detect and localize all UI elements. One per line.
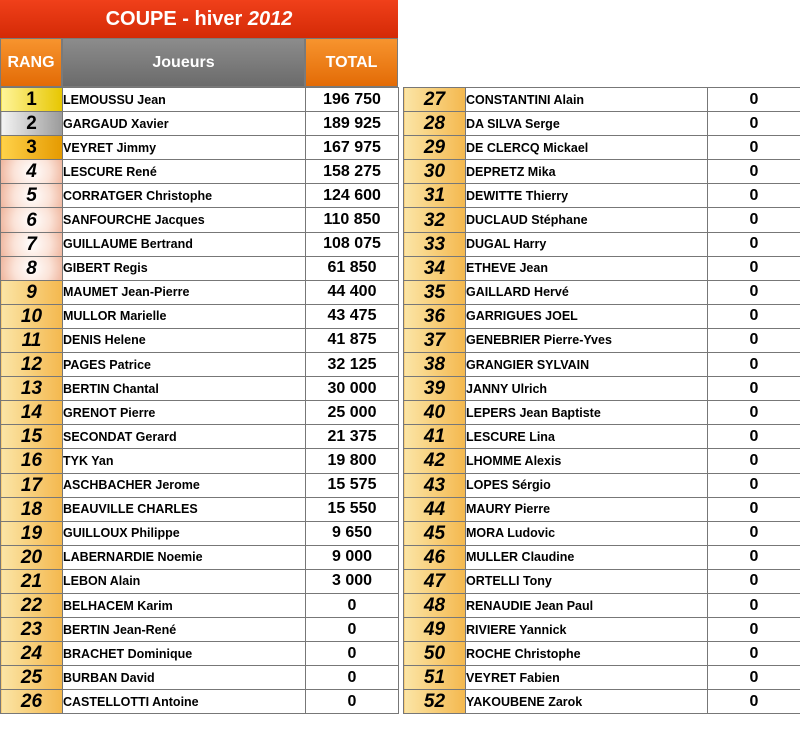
table-row: [404, 256, 800, 280]
player-name-cell: BERTIN Chantal: [63, 377, 306, 401]
rank-cell: 52: [404, 690, 466, 714]
total-cell: 0: [708, 545, 800, 569]
player-name-cell: PAGES Patrice: [63, 353, 306, 377]
player-name-cell: GENEBRIER Pierre-Yves: [466, 328, 708, 352]
rank-cell: 9: [1, 280, 63, 304]
player-name-cell: DE CLERCQ Mickael: [466, 136, 708, 160]
player-name-cell: MORA Ludovic: [466, 521, 708, 545]
table-row: [404, 208, 800, 232]
rank-cell: 28: [404, 112, 466, 136]
total-cell: 0: [708, 593, 800, 617]
total-cell: 0: [708, 328, 800, 352]
player-name-cell: GARGAUD Xavier: [63, 112, 306, 136]
total-cell: 189 925: [306, 112, 399, 136]
total-cell: 110 850: [306, 208, 399, 232]
table-row: [404, 136, 800, 160]
total-cell: 61 850: [306, 256, 399, 280]
total-cell: 0: [708, 449, 800, 473]
rank-cell: 35: [404, 280, 466, 304]
total-cell: 0: [708, 232, 800, 256]
player-name-cell: CASTELLOTTI Antoine: [63, 690, 306, 714]
player-name-cell: DUCLAUD Stéphane: [466, 208, 708, 232]
total-cell: 3 000: [306, 569, 399, 593]
player-name-cell: GAILLARD Hervé: [466, 280, 708, 304]
total-cell: 15 575: [306, 473, 399, 497]
total-cell: 0: [708, 136, 800, 160]
table-row: [404, 401, 800, 425]
rank-cell: 27: [404, 88, 466, 112]
table-row: [404, 618, 800, 642]
rank-cell: 51: [404, 666, 466, 690]
rank-cell: 36: [404, 304, 466, 328]
player-name-cell: GRANGIER SYLVAIN: [466, 353, 708, 377]
rank-cell: 32: [404, 208, 466, 232]
ranking-table-right: [403, 87, 800, 714]
table-row: [1, 328, 399, 352]
table-row: [1, 545, 399, 569]
rank-cell: 22: [1, 593, 63, 617]
player-name-cell: VEYRET Fabien: [466, 666, 708, 690]
player-name-cell: DA SILVA Serge: [466, 112, 708, 136]
total-cell: 0: [708, 88, 800, 112]
total-cell: 0: [708, 160, 800, 184]
rank-cell: 41: [404, 425, 466, 449]
total-cell: 0: [306, 642, 399, 666]
table-row: [404, 160, 800, 184]
total-cell: 0: [708, 304, 800, 328]
table-row: [1, 642, 399, 666]
player-name-cell: BERTIN Jean-René: [63, 618, 306, 642]
player-name-cell: YAKOUBENE Zarok: [466, 690, 708, 714]
table-row: [1, 593, 399, 617]
rank-cell: 25: [1, 666, 63, 690]
player-name-cell: MULLER Claudine: [466, 545, 708, 569]
table-row: [1, 112, 399, 136]
table-row: [1, 425, 399, 449]
player-name-cell: LABERNARDIE Noemie: [63, 545, 306, 569]
total-cell: 0: [708, 353, 800, 377]
total-cell: 0: [306, 666, 399, 690]
total-cell: 124 600: [306, 184, 399, 208]
total-cell: 0: [708, 642, 800, 666]
rank-cell: 10: [1, 304, 63, 328]
player-name-cell: LESCURE René: [63, 160, 306, 184]
player-name-cell: DUGAL Harry: [466, 232, 708, 256]
total-cell: 108 075: [306, 232, 399, 256]
total-cell: 167 975: [306, 136, 399, 160]
table-row: [404, 232, 800, 256]
player-name-cell: ETHEVE Jean: [466, 256, 708, 280]
total-cell: 25 000: [306, 401, 399, 425]
table-row: [404, 666, 800, 690]
player-name-cell: LESCURE Lina: [466, 425, 708, 449]
total-cell: 0: [708, 280, 800, 304]
player-name-cell: ROCHE Christophe: [466, 642, 708, 666]
total-cell: 0: [708, 256, 800, 280]
player-name-cell: RENAUDIE Jean Paul: [466, 593, 708, 617]
rank-cell: 21: [1, 569, 63, 593]
rank-cell: 1: [1, 88, 63, 112]
table-row: [404, 593, 800, 617]
player-name-cell: RIVIERE Yannick: [466, 618, 708, 642]
player-name-cell: BEAUVILLE CHARLES: [63, 497, 306, 521]
total-cell: 41 875: [306, 328, 399, 352]
table-row: [1, 160, 399, 184]
table-row: [404, 112, 800, 136]
table-row: [404, 328, 800, 352]
rank-cell: 8: [1, 256, 63, 280]
player-name-cell: BURBAN David: [63, 666, 306, 690]
rank-cell: 18: [1, 497, 63, 521]
table-row: [404, 184, 800, 208]
player-name-cell: MAUMET Jean-Pierre: [63, 280, 306, 304]
total-cell: 0: [708, 497, 800, 521]
table-row: [1, 569, 399, 593]
table-row: [1, 618, 399, 642]
player-name-cell: TYK Yan: [63, 449, 306, 473]
table-row: [1, 497, 399, 521]
total-cell: 44 400: [306, 280, 399, 304]
rank-cell: 34: [404, 256, 466, 280]
rank-cell: 49: [404, 618, 466, 642]
rank-cell: 39: [404, 377, 466, 401]
table-row: [1, 449, 399, 473]
rank-cell: 20: [1, 545, 63, 569]
player-name-cell: VEYRET Jimmy: [63, 136, 306, 160]
table-row: [1, 232, 399, 256]
table-row: [1, 136, 399, 160]
table-row: [1, 690, 399, 714]
player-name-cell: LOPES Sérgio: [466, 473, 708, 497]
rank-cell: 5: [1, 184, 63, 208]
table-row: [1, 256, 399, 280]
table-row: [404, 642, 800, 666]
total-cell: 0: [708, 521, 800, 545]
rank-cell: 2: [1, 112, 63, 136]
player-name-cell: SECONDAT Gerard: [63, 425, 306, 449]
player-name-cell: GIBERT Regis: [63, 256, 306, 280]
total-cell: 0: [708, 184, 800, 208]
table-row: [404, 545, 800, 569]
player-name-cell: BRACHET Dominique: [63, 642, 306, 666]
player-name-cell: LEBON Alain: [63, 569, 306, 593]
header-total: TOTAL: [305, 38, 398, 87]
table-row: [1, 280, 399, 304]
total-cell: 0: [708, 473, 800, 497]
rank-cell: 17: [1, 473, 63, 497]
total-cell: 0: [708, 401, 800, 425]
table-row: [1, 666, 399, 690]
total-cell: 158 275: [306, 160, 399, 184]
title-text: COUPE - hiver: [105, 7, 248, 30]
player-name-cell: JANNY Ulrich: [466, 377, 708, 401]
rank-cell: 43: [404, 473, 466, 497]
table-row: [1, 184, 399, 208]
player-name-cell: DEWITTE Thierry: [466, 184, 708, 208]
table-row: [404, 473, 800, 497]
total-cell: 0: [306, 690, 399, 714]
table-row: [1, 521, 399, 545]
rank-cell: 47: [404, 569, 466, 593]
total-cell: 9 000: [306, 545, 399, 569]
rank-cell: 50: [404, 642, 466, 666]
page-title: [0, 0, 398, 38]
total-cell: 0: [708, 112, 800, 136]
rank-cell: 7: [1, 232, 63, 256]
player-name-cell: SANFOURCHE Jacques: [63, 208, 306, 232]
total-cell: 30 000: [306, 377, 399, 401]
total-cell: 19 800: [306, 449, 399, 473]
total-cell: 0: [708, 377, 800, 401]
player-name-cell: DENIS Helene: [63, 328, 306, 352]
total-cell: 0: [306, 593, 399, 617]
total-cell: 43 475: [306, 304, 399, 328]
player-name-cell: BELHACEM Karim: [63, 593, 306, 617]
rank-cell: 12: [1, 353, 63, 377]
rank-cell: 13: [1, 377, 63, 401]
rank-cell: 48: [404, 593, 466, 617]
table-row: [1, 377, 399, 401]
rank-cell: 30: [404, 160, 466, 184]
rank-cell: 4: [1, 160, 63, 184]
player-name-cell: GUILLOUX Philippe: [63, 521, 306, 545]
rank-cell: 33: [404, 232, 466, 256]
rank-cell: 19: [1, 521, 63, 545]
player-name-cell: ASCHBACHER Jerome: [63, 473, 306, 497]
total-cell: 0: [708, 425, 800, 449]
player-name-cell: LEMOUSSU Jean: [63, 88, 306, 112]
table-row: [1, 401, 399, 425]
rank-cell: 46: [404, 545, 466, 569]
table-row: [404, 425, 800, 449]
table-row: [1, 304, 399, 328]
rank-cell: 37: [404, 328, 466, 352]
total-cell: 9 650: [306, 521, 399, 545]
title-year: 2012: [247, 7, 293, 30]
player-name-cell: MAURY Pierre: [466, 497, 708, 521]
player-name-cell: GRENOT Pierre: [63, 401, 306, 425]
total-cell: 0: [708, 208, 800, 232]
player-name-cell: GARRIGUES JOEL: [466, 304, 708, 328]
rank-cell: 14: [1, 401, 63, 425]
player-name-cell: ORTELLI Tony: [466, 569, 708, 593]
total-cell: 21 375: [306, 425, 399, 449]
player-name-cell: MULLOR Marielle: [63, 304, 306, 328]
rank-cell: 44: [404, 497, 466, 521]
total-cell: 0: [306, 618, 399, 642]
rank-cell: 38: [404, 353, 466, 377]
player-name-cell: CORRATGER Christophe: [63, 184, 306, 208]
total-cell: 0: [708, 690, 800, 714]
rank-cell: 42: [404, 449, 466, 473]
table-row: [404, 497, 800, 521]
table-row: [404, 569, 800, 593]
table-row: [404, 280, 800, 304]
rank-cell: 45: [404, 521, 466, 545]
total-cell: 0: [708, 666, 800, 690]
table-row: [1, 353, 399, 377]
rank-cell: 29: [404, 136, 466, 160]
table-row: [404, 449, 800, 473]
header-players: Joueurs: [62, 38, 305, 87]
rank-cell: 3: [1, 136, 63, 160]
rank-cell: 23: [1, 618, 63, 642]
table-row: [404, 521, 800, 545]
table-row: [1, 208, 399, 232]
player-name-cell: DEPRETZ Mika: [466, 160, 708, 184]
player-name-cell: LEPERS Jean Baptiste: [466, 401, 708, 425]
rank-cell: 15: [1, 425, 63, 449]
total-cell: 0: [708, 569, 800, 593]
table-row: [1, 473, 399, 497]
rank-cell: 6: [1, 208, 63, 232]
total-cell: 15 550: [306, 497, 399, 521]
rank-cell: 24: [1, 642, 63, 666]
table-row: [404, 304, 800, 328]
rank-cell: 11: [1, 328, 63, 352]
table-row: [1, 88, 399, 112]
header-rank: RANG: [0, 38, 62, 87]
player-name-cell: GUILLAUME Bertrand: [63, 232, 306, 256]
total-cell: 32 125: [306, 353, 399, 377]
rank-cell: 31: [404, 184, 466, 208]
rank-cell: 16: [1, 449, 63, 473]
table-row: [404, 377, 800, 401]
total-cell: 196 750: [306, 88, 399, 112]
table-row: [404, 690, 800, 714]
rank-cell: 26: [1, 690, 63, 714]
player-name-cell: CONSTANTINI Alain: [466, 88, 708, 112]
total-cell: 0: [708, 618, 800, 642]
rank-cell: 40: [404, 401, 466, 425]
table-row: [404, 353, 800, 377]
table-row: [404, 88, 800, 112]
player-name-cell: LHOMME Alexis: [466, 449, 708, 473]
ranking-table-left: [0, 87, 399, 714]
